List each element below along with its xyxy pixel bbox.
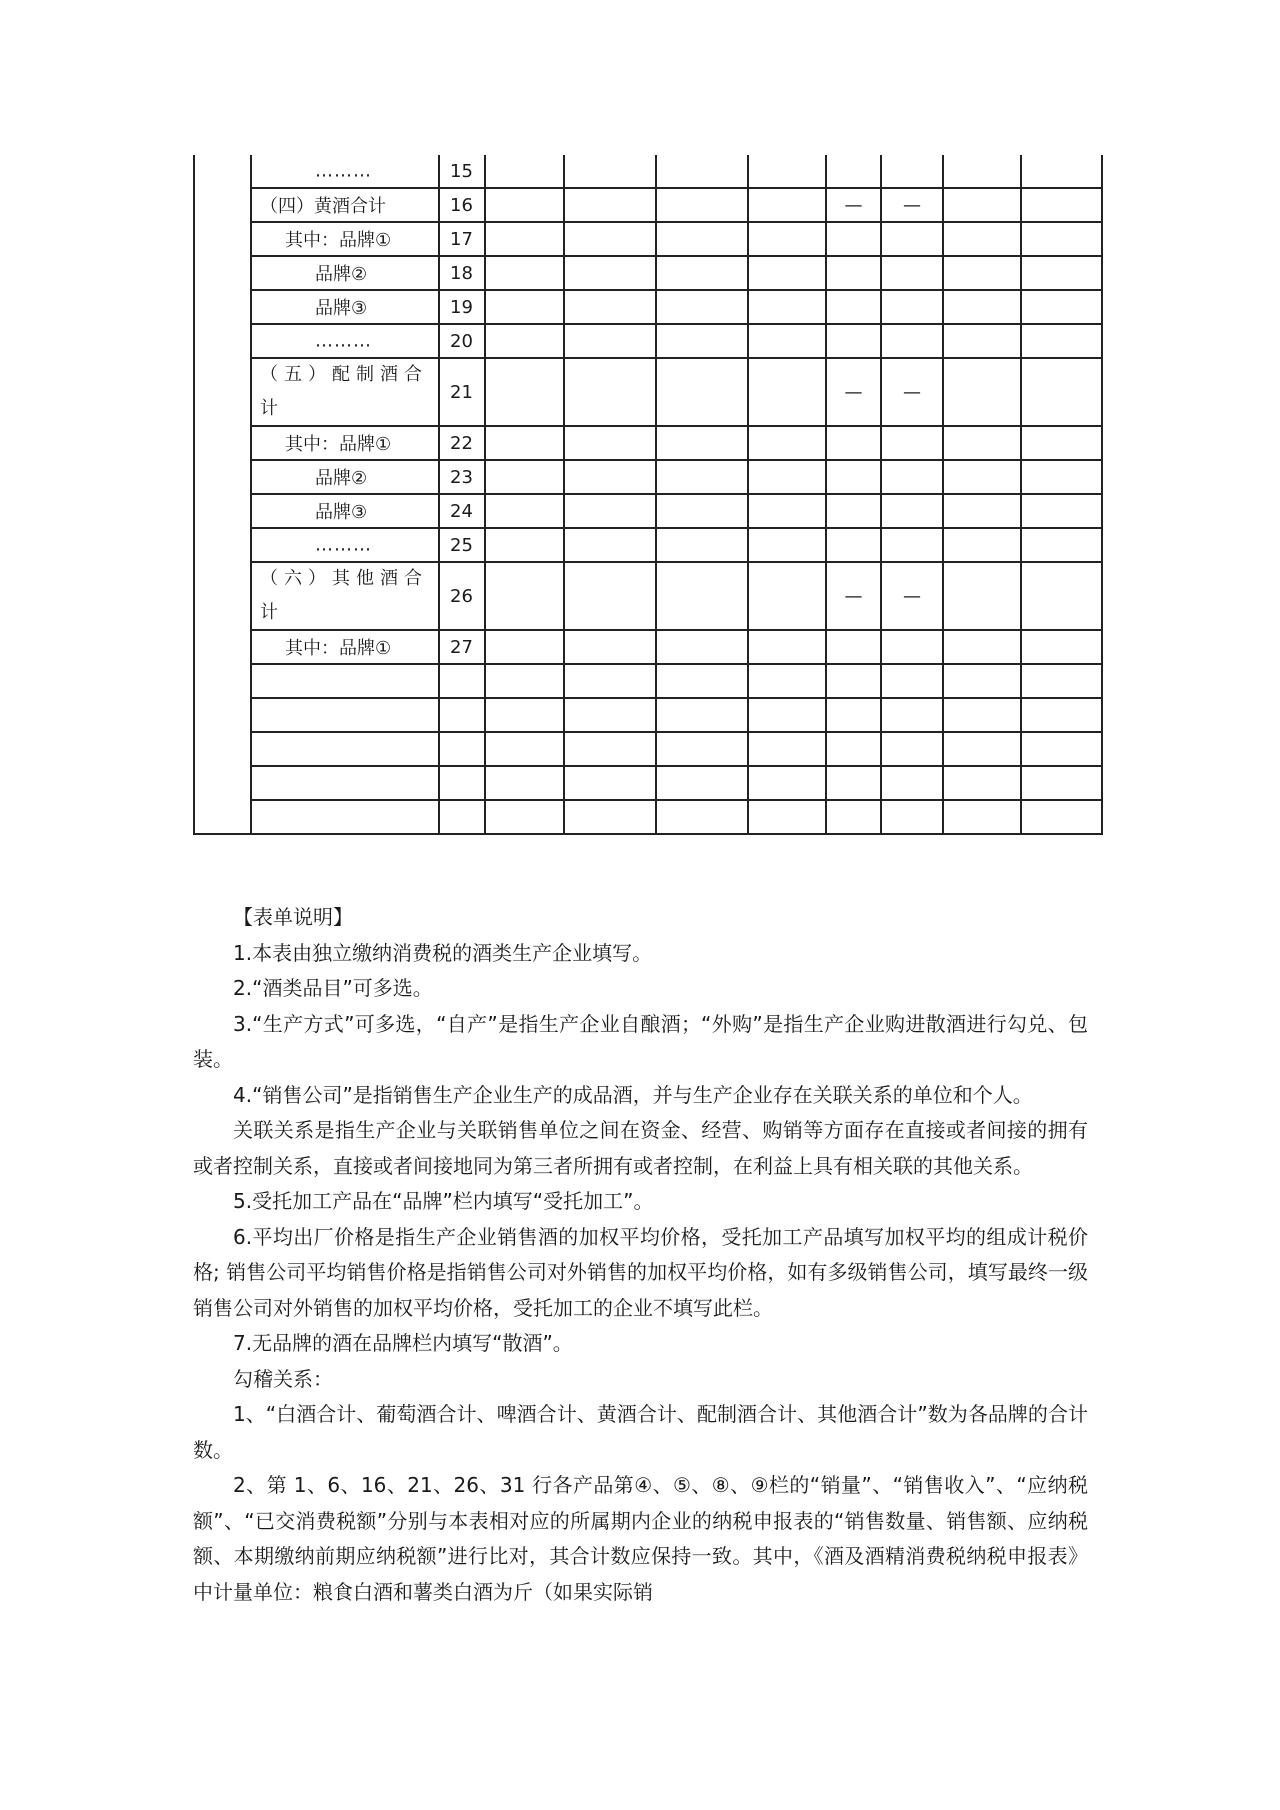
row-name-cell (251, 528, 439, 562)
data-cell (1021, 358, 1102, 426)
data-cell (485, 698, 564, 732)
data-cell (826, 324, 881, 358)
data-cell (656, 188, 748, 222)
note-paragraph: 7.无品牌的酒在品牌栏内填写“散酒”。 (233, 1331, 573, 1355)
data-cell (748, 324, 826, 358)
notes-body (193, 936, 1088, 1611)
data-cell (1021, 562, 1102, 630)
data-cell (656, 256, 748, 290)
data-cell (943, 528, 1021, 562)
data-cell (1021, 324, 1102, 358)
row-name-text: ……… (315, 534, 372, 556)
line-number-cell: 18 (439, 256, 485, 290)
data-cell (1021, 732, 1102, 766)
data-cell (881, 256, 943, 290)
line-number-cell (439, 664, 485, 698)
data-cell (564, 358, 656, 426)
data-cell (485, 188, 564, 222)
row-name-cell (251, 630, 439, 664)
row-name-cell (251, 222, 439, 256)
data-cell (826, 494, 881, 528)
data-cell (881, 324, 943, 358)
data-cell (564, 494, 656, 528)
data-cell (881, 664, 943, 698)
data-cell (943, 358, 1021, 426)
row-name-cell (251, 155, 439, 188)
data-cell (881, 766, 943, 800)
row-name-cell (251, 562, 439, 630)
line-number-cell: 23 (439, 460, 485, 494)
data-cell (564, 222, 656, 256)
data-cell (881, 426, 943, 460)
data-cell (943, 256, 1021, 290)
row-name-text: 品牌② (315, 264, 368, 285)
data-cell (748, 528, 826, 562)
data-cell (826, 256, 881, 290)
data-cell (943, 324, 1021, 358)
note-paragraph: 勾稽关系： (233, 1366, 333, 1391)
data-cell (656, 324, 748, 358)
data-cell (881, 800, 943, 834)
data-cell (485, 664, 564, 698)
line-number-cell: 26 (439, 562, 485, 630)
data-cell (881, 222, 943, 256)
data-cell (748, 698, 826, 732)
dash-cell: — (881, 358, 943, 426)
data-cell (881, 698, 943, 732)
dash-cell: — (826, 188, 881, 222)
data-cell (1021, 630, 1102, 664)
row-name-text: ……… (315, 330, 372, 352)
line-number-cell: 21 (439, 358, 485, 426)
table-row (194, 698, 1102, 732)
line-number-cell: 20 (439, 324, 485, 358)
data-cell (656, 630, 748, 664)
data-cell (485, 562, 564, 630)
data-cell (748, 358, 826, 426)
data-cell (656, 155, 748, 188)
dash-cell: — (826, 562, 881, 630)
data-cell (1021, 290, 1102, 324)
data-cell (881, 630, 943, 664)
data-cell (826, 664, 881, 698)
data-cell (1021, 698, 1102, 732)
dash-cell: — (826, 358, 881, 426)
data-cell (1021, 426, 1102, 460)
table-row (194, 630, 1102, 664)
table-row (194, 256, 1102, 290)
data-cell (485, 290, 564, 324)
row-name-text: 品牌③ (315, 502, 368, 523)
data-cell (564, 426, 656, 460)
table-row (194, 664, 1102, 698)
data-cell (826, 528, 881, 562)
data-cell (485, 256, 564, 290)
data-cell (656, 562, 748, 630)
data-cell (564, 155, 656, 188)
data-cell (748, 800, 826, 834)
line-number-cell: 24 (439, 494, 485, 528)
data-cell (748, 426, 826, 460)
data-cell (748, 460, 826, 494)
row-name-text: （五）配制酒合计 (260, 364, 428, 419)
table-row (194, 460, 1102, 494)
data-cell (656, 494, 748, 528)
data-cell (1021, 155, 1102, 188)
row-name-cell (251, 766, 439, 800)
data-cell (564, 800, 656, 834)
data-cell (1021, 188, 1102, 222)
data-cell (881, 494, 943, 528)
row-name-cell (251, 664, 439, 698)
data-cell (748, 630, 826, 664)
dash-cell: — (881, 188, 943, 222)
row-name-cell (251, 256, 439, 290)
data-cell (564, 188, 656, 222)
row-name-text: 其中：品牌① (285, 434, 392, 455)
data-cell (826, 766, 881, 800)
line-number-cell: 19 (439, 290, 485, 324)
data-cell (748, 766, 826, 800)
line-number-cell (439, 698, 485, 732)
data-cell (564, 256, 656, 290)
data-cell (485, 460, 564, 494)
table-row (194, 494, 1102, 528)
row-name-cell (251, 324, 439, 358)
data-cell (656, 426, 748, 460)
row-name-cell (251, 290, 439, 324)
row-name-cell (251, 800, 439, 834)
data-cell (826, 800, 881, 834)
data-cell (881, 155, 943, 188)
row-name-cell (251, 698, 439, 732)
data-cell (826, 732, 881, 766)
data-cell (564, 290, 656, 324)
data-cell (564, 528, 656, 562)
data-cell (485, 494, 564, 528)
data-cell (1021, 800, 1102, 834)
row-name-cell (251, 188, 439, 222)
data-cell (748, 256, 826, 290)
data-cell (1021, 256, 1102, 290)
data-cell (485, 222, 564, 256)
data-cell (881, 528, 943, 562)
data-cell (826, 290, 881, 324)
note-paragraph: 2.“酒类品目”可多选。 (233, 976, 433, 1000)
data-cell (564, 766, 656, 800)
data-cell (943, 460, 1021, 494)
note-paragraph: 1.本表由独立缴纳消费税的酒类生产企业填写。 (233, 940, 653, 965)
data-cell (826, 460, 881, 494)
data-cell (564, 460, 656, 494)
table-row (194, 155, 1102, 188)
data-cell (656, 732, 748, 766)
note-paragraph: 6.平均出厂价格是指生产企业销售酒的加权平均价格，受托加工产品填写加权平均的组成计税价格; 销售公司平均销售价格是指销售公司对外销售的加权平均价格，如有多级销售公司，填写最终一级销售公司对外销售的加权平均价格，受托加工的企业不填写此栏。 (193, 1224, 1088, 1320)
data-cell (943, 494, 1021, 528)
data-cell (485, 358, 564, 426)
data-cell (826, 155, 881, 188)
data-cell (826, 426, 881, 460)
row-name-text: 品牌② (315, 468, 368, 489)
data-cell (943, 664, 1021, 698)
data-cell (564, 698, 656, 732)
line-number-cell: 17 (439, 222, 485, 256)
data-cell (564, 664, 656, 698)
row-name-cell (251, 426, 439, 460)
table-row (194, 426, 1102, 460)
table-row (194, 358, 1102, 426)
line-number-cell (439, 732, 485, 766)
row-name-text: 其中：品牌① (285, 638, 392, 659)
data-cell (748, 562, 826, 630)
data-cell (1021, 494, 1102, 528)
row-name-text: 品牌③ (315, 298, 368, 319)
table-row (194, 800, 1102, 834)
data-cell (748, 664, 826, 698)
data-cell (485, 630, 564, 664)
dash-cell: — (881, 562, 943, 630)
data-cell (943, 766, 1021, 800)
data-cell (748, 222, 826, 256)
note-paragraph: 1、“白酒合计、葡萄酒合计、啤酒合计、黄酒合计、配制酒合计、其他酒合计”数为各品牌的合计数。 (193, 1402, 1088, 1462)
note-paragraph: 4.“销售公司”是指销售生产企业生产的成品酒，并与生产企业存在关联关系的单位和个人。 (233, 1082, 1033, 1107)
line-number-cell: 15 (439, 155, 485, 188)
row-name-cell (251, 732, 439, 766)
data-cell (943, 732, 1021, 766)
data-cell (943, 155, 1021, 188)
row-name-cell (251, 460, 439, 494)
liquor-product-table (193, 155, 1103, 835)
data-cell (943, 188, 1021, 222)
data-cell (881, 732, 943, 766)
data-cell (943, 426, 1021, 460)
line-number-cell: 27 (439, 630, 485, 664)
data-cell (656, 290, 748, 324)
data-cell (656, 800, 748, 834)
line-number-cell (439, 766, 485, 800)
table-row (194, 324, 1102, 358)
line-number-cell: 22 (439, 426, 485, 460)
data-cell (943, 222, 1021, 256)
table-row (194, 732, 1102, 766)
data-cell (1021, 222, 1102, 256)
row-name-text: （六）其他酒合计 (260, 568, 428, 623)
note-paragraph: 3.“生产方式”可多选，“自产”是指生产企业自酿酒；“外购”是指生产企业购进散酒进行勾兑、包装。 (193, 1011, 1088, 1071)
line-number-cell: 25 (439, 528, 485, 562)
data-cell (943, 630, 1021, 664)
data-cell (564, 324, 656, 358)
data-cell (943, 800, 1021, 834)
data-cell (1021, 528, 1102, 562)
data-cell (485, 766, 564, 800)
notes-heading: 【表单说明】 (233, 905, 353, 929)
row-name-text: （四）黄酒合计 (260, 196, 386, 217)
data-cell (564, 562, 656, 630)
data-cell (748, 155, 826, 188)
data-cell (826, 698, 881, 732)
data-cell (485, 426, 564, 460)
data-cell (564, 732, 656, 766)
data-cell (748, 290, 826, 324)
data-cell (485, 528, 564, 562)
data-cell (881, 290, 943, 324)
table-row (194, 562, 1102, 630)
data-cell (485, 155, 564, 188)
data-cell (485, 324, 564, 358)
data-cell (826, 630, 881, 664)
row-name-text: 其中：品牌① (285, 230, 392, 251)
row-name-text: ……… (315, 160, 372, 182)
data-cell (943, 290, 1021, 324)
data-cell (656, 664, 748, 698)
line-number-cell: 16 (439, 188, 485, 222)
row-name-cell (251, 494, 439, 528)
note-paragraph: 5.受托加工产品在“品牌”栏内填写“受托加工”。 (233, 1189, 654, 1213)
table-row (194, 766, 1102, 800)
data-cell (1021, 664, 1102, 698)
note-paragraph: 关联关系是指生产企业与关联销售单位之间在资金、经营、购销等方面存在直接或者间接的拥有或者控制关系，直接或者间接地同为第三者所拥有或者控制，在利益上具有相关联的其他关系。 (193, 1118, 1088, 1178)
data-cell (1021, 766, 1102, 800)
data-cell (748, 494, 826, 528)
data-cell (881, 460, 943, 494)
data-cell (656, 766, 748, 800)
data-cell (656, 528, 748, 562)
form-instructions (193, 900, 1088, 1610)
table-row (194, 290, 1102, 324)
data-cell (943, 698, 1021, 732)
data-cell (485, 800, 564, 834)
data-cell (656, 222, 748, 256)
data-cell (656, 698, 748, 732)
data-cell (748, 188, 826, 222)
note-paragraph: 2、第 1、6、16、21、26、31 行各产品第④、⑤、⑧、⑨栏的“销量”、“销售收入”、“应纳税额”、“已交消费税额”分别与本表相对应的所属期内企业的纳税申报表的“销售数量、销售额、应纳税额、本期缴纳前期应纳税额”进行比对，其合计数应保持一致。其中，《酒及酒精消费税纳税申报表》中计量单位：粮食白酒和薯类白酒为斤（如果实际销 (193, 1473, 1088, 1604)
line-number-cell (439, 800, 485, 834)
category-group-cell (194, 155, 251, 834)
data-cell (656, 460, 748, 494)
data-cell (826, 222, 881, 256)
data-cell (943, 562, 1021, 630)
table-row (194, 188, 1102, 222)
data-cell (485, 732, 564, 766)
data-cell (656, 358, 748, 426)
table-row (194, 528, 1102, 562)
data-cell (1021, 460, 1102, 494)
data-cell (748, 732, 826, 766)
table-row (194, 222, 1102, 256)
data-cell (564, 630, 656, 664)
row-name-cell (251, 358, 439, 426)
